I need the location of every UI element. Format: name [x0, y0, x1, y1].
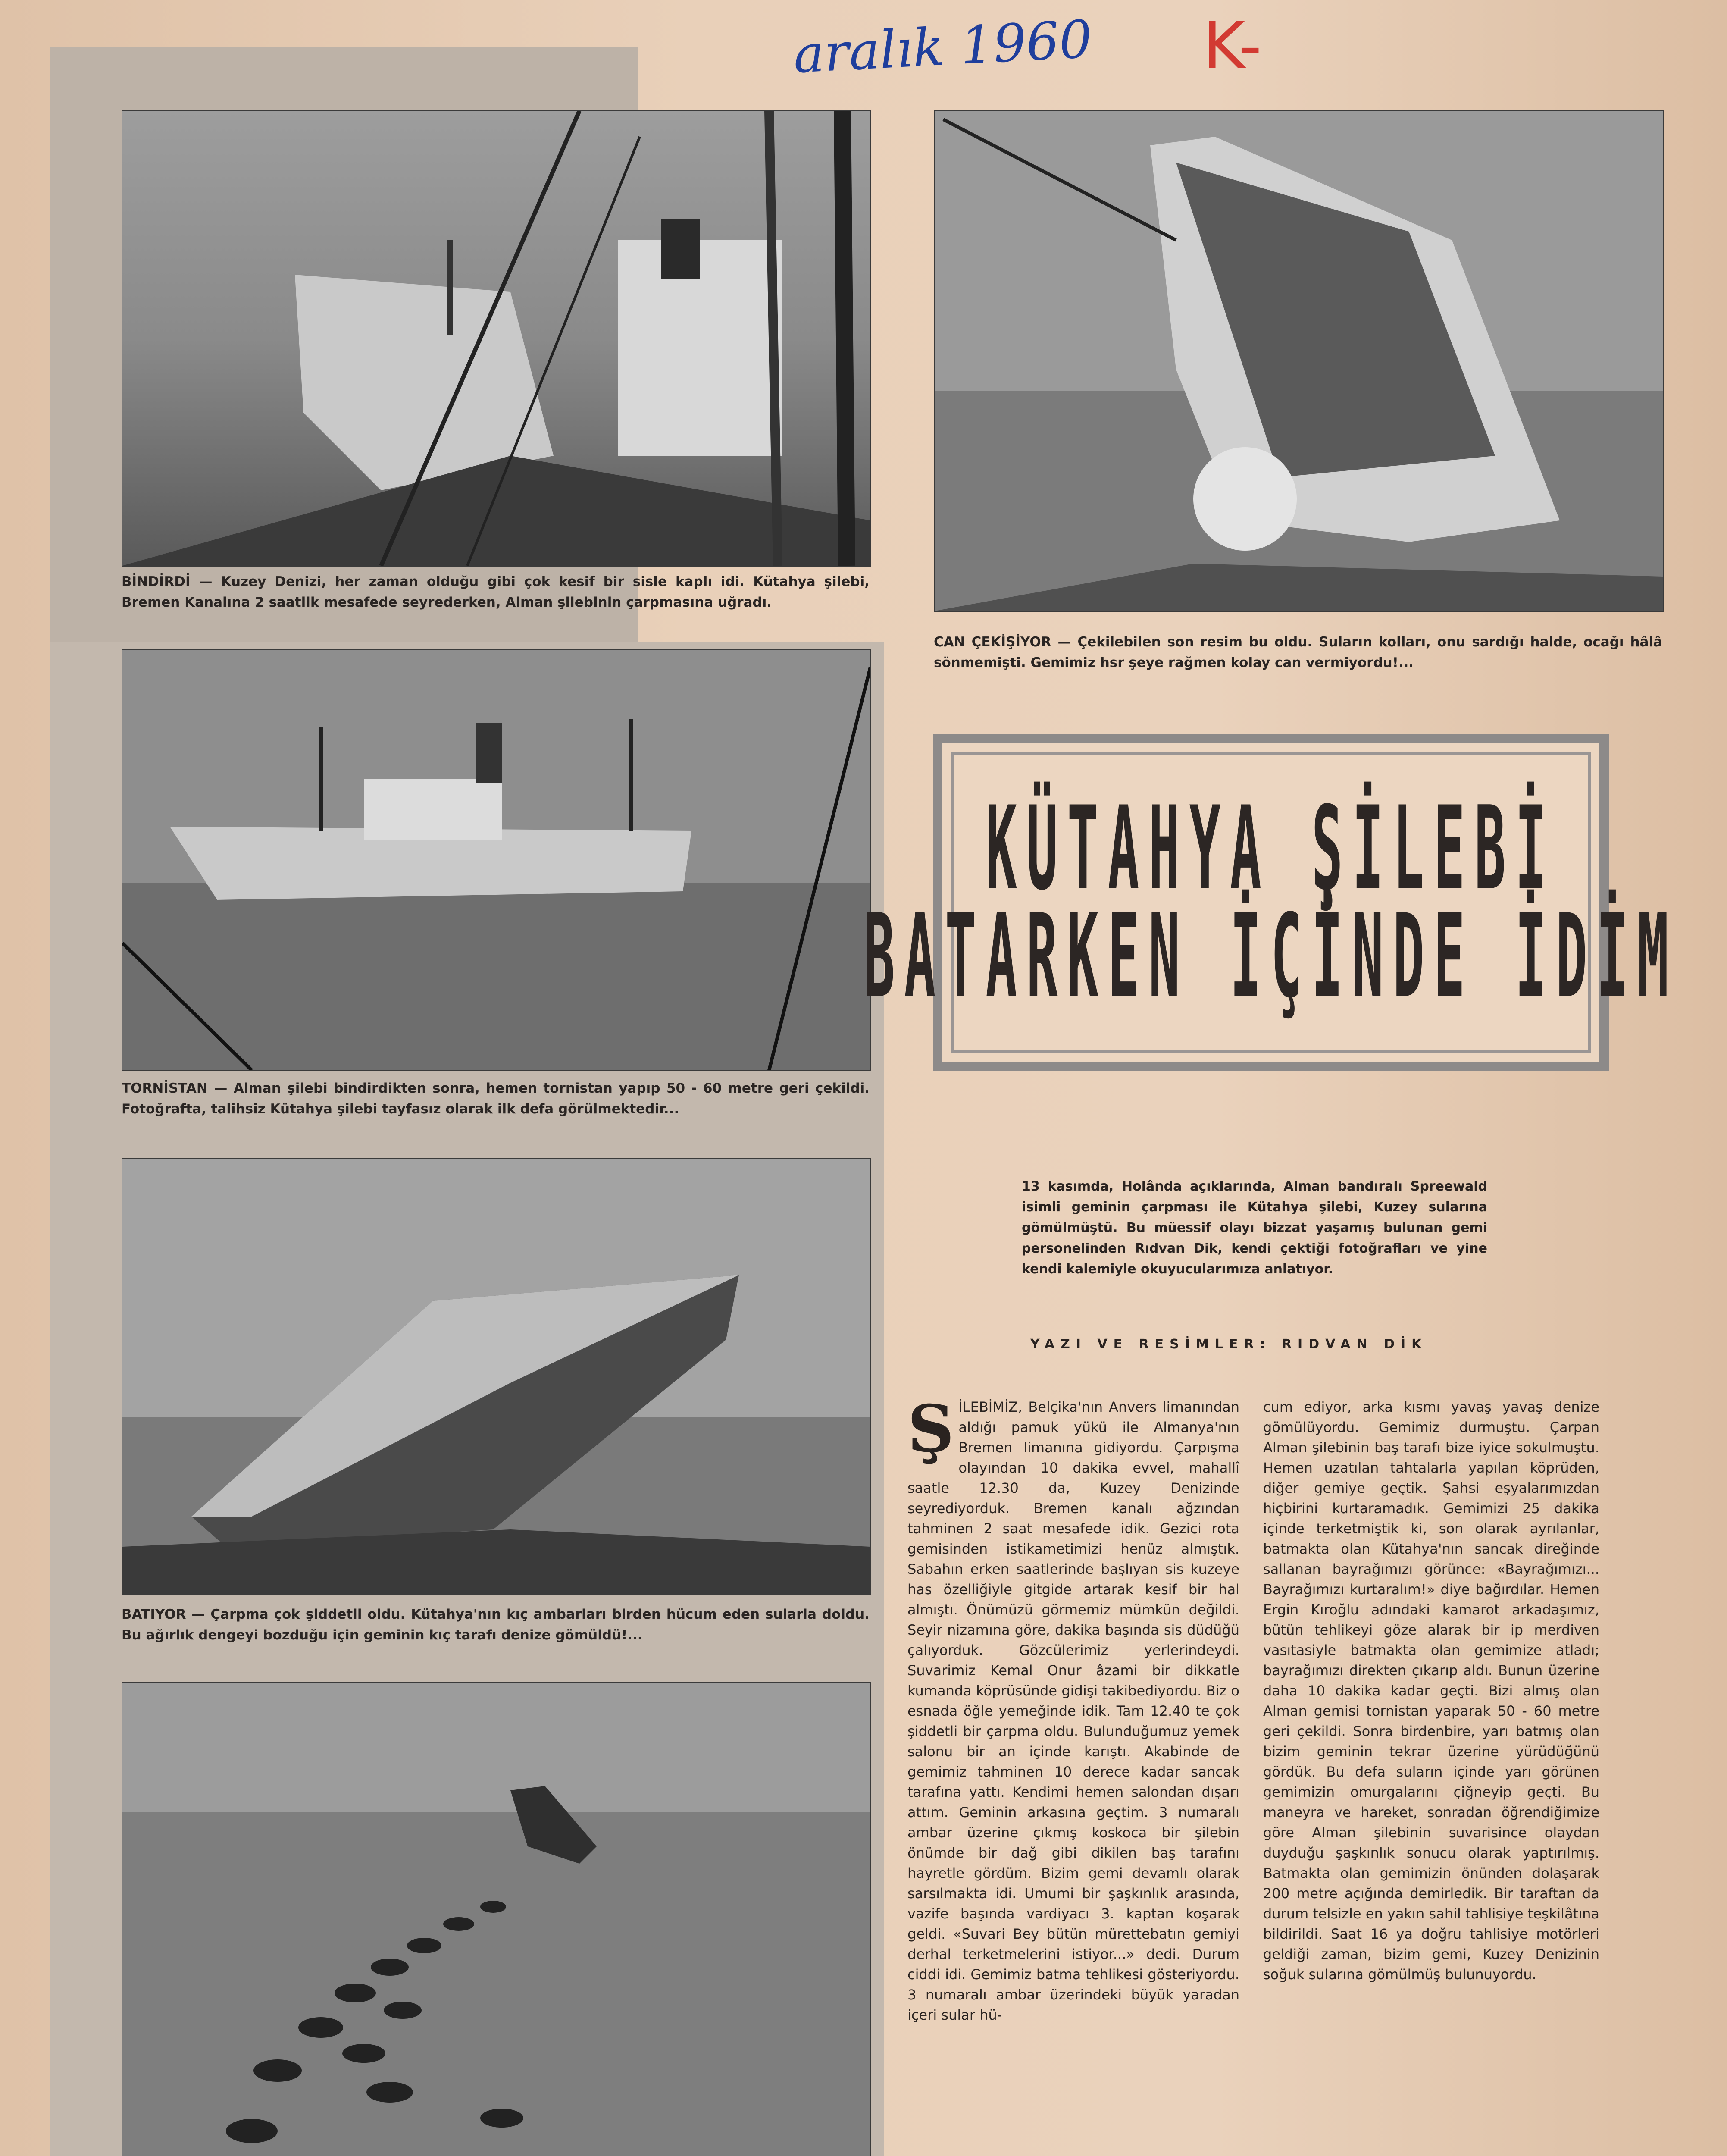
photo-veda [122, 1682, 871, 2156]
article-byline: YAZI VE RESİMLER: RIDVAN DİK [1030, 1337, 1428, 1352]
ship-reversing-image [122, 650, 870, 1070]
handwritten-date: aralık 1960 [792, 9, 1094, 85]
photo-batiyor [122, 1158, 871, 1595]
caption-can-cekisiyor [934, 632, 1662, 673]
cotton-bales-image [122, 1683, 870, 2156]
caption-tornistan [122, 1078, 870, 1119]
caption-bindirdi [122, 571, 870, 613]
caption-text: Alman şilebi bindirdikten sonra, hemen tornistan yapıp 50 - 60 metre geri çekildi. Fotoğrafta, talihsiz Kütahya şilebi tayfasız olarak ilk defa görülmektedir... [122, 1081, 870, 1117]
handwritten-mark: K- [1203, 9, 1262, 84]
caption-lead: CAN ÇEKİŞİYOR — [934, 634, 1071, 650]
photo-bindirdi [122, 110, 871, 567]
article-title-line-2: BATARKEN İÇİNDE İDİM [864, 889, 1678, 1024]
article-column-2 [1263, 1397, 1599, 1985]
sinking-ship-image [935, 111, 1663, 611]
article-column-1 [907, 1391, 1239, 2025]
ship-collision-image [122, 111, 870, 566]
photo-can-cekisiyor [934, 110, 1664, 612]
caption-lead: TORNİSTAN — [122, 1081, 228, 1096]
article-column-2-text: cum ediyor, arka kısmı yavaş yavaş denize gömülüyordu. Gemimiz durmuştu. Çarpan Alman şilebinin baş tarafı bize iyice sokulmuştu. Hemen uzatılan tahtalarla yapılan köprüden, diğer gemiye geçtik. Şahsi eşyalarımızdan hiçbirini kurtaramadık. Gemimizi 25 dakika içinde terketmiştik ki, son olarak ayrılanlar, batmakta olan Kütahya'nın sancak direğinde sallanan bayrağımızı görünce: «Bayrağımızı... Bayrağımızı kurtaralım!» diye bağırdılar. Hemen Ergin Kıroğlu adındaki kamarot arkadaşımız, bütün tehlikeyi göze alarak bir ip merdiven vasıtasiyle batmakta olan gemimize atladı; bayrağımızı direkten çıkarıp aldı. Bunun üzerine daha 10 dakika kadar geçti. Bizi almış olan Alman gemisi tornistan yaparak 50 - 60 metre geri çekildi. Sonra birdenbire, yarı batmış olan bizim geminin tekrar üzerine yürüdüğünü gördük. Bu defa suların içinde yarı görünen gemimizin omurgalarını çiğneyip geçti. Bu maneyra ve hareket, sonradan öğrendiğimize göre Alman şilebinin suvarisince olaydan duyduğu şaşkınlık sonucu olarak yaptırılmış. Batmakta olan gemimizin önünden dolaşarak 200 metre açığında demirledik. Bir taraftan da durum telsizle en yakın sahil tahlisiye teşkilâtına bildirildi. Saat 16 ya doğru tahlisiye motörleri geldiği zaman, bizim gemi, Kuzey Denizinin soğuk sularına gömülmüş bulunuyordu. [1263, 1399, 1599, 1983]
ship-bow-image [122, 1159, 870, 1594]
article-title-line-1: KÜTAHYA ŞİLEBİ [986, 781, 1556, 916]
caption-lead: BATIYOR — [122, 1607, 205, 1622]
caption-text: Kuzey Denizi, her zaman olduğu gibi çok kesif bir sisle kaplı idi. Kütahya şilebi, Bremen Kanalına 2 saatlik mesafede seyrederken, Alman şilebinin çarpmasına uğradı. [122, 574, 870, 610]
caption-text: Çarpma çok şiddetli oldu. Kütahya'nın kıç ambarları birden hücum eden sularla doldu. Bu ağırlık dengeyi bozduğu için geminin kıç tarafı denize gömüldü!... [122, 1607, 870, 1643]
caption-batiyor [122, 1604, 870, 1645]
article-column-1-text: İLEBİMİZ, Belçika'nın Anvers limanından aldığı pamuk yükü ile Almanya'nın Bremen limanına gidiyordu. Çarpışma olayından 10 dakika evvel, mahallî saatle 12.30 da, Kuzey Denizinde seyrediyorduk. Bremen kanalı ağzından tahminen 2 saat mesafede idik. Gezici rota gemisinden istikametimizi henüz almıştık. Sabahın erken saatlerinde başlıyan sis kuzeye has özelliğiyle gitgide artarak kesif bir hal almıştı. Önümüzü görmemiz mümkün değildi. Seyir nizamına göre, dakika başında sis düdüğü çalıyorduk. Gözcülerimiz yerlerindeydi. Suvarimiz Kemal Onur âzami bir dikkatle kumanda köprüsünde gidişi takibediyordu. Biz o esnada öğle yemeğinde idik. Tam 12.40 te çok şiddetli bir çarpma oldu. Bulunduğumuz yemek salonu bir an içinde karıştı. Akabinde de gemimiz tahminen 10 derece kadar sancak tarafına yattı. Kendimi hemen salondan dışarı attım. Geminin arkasına geçtim. 3 numaralı ambar üzerine çıkmış koskoca bir şilebin önümde bir dağ gibi dikilen baş tarafını hayretle gördüm. Bizim gemi devamlı olarak sarsılmakta idi. Umumi bir şaşkınlık arasında, vazife başında vardiyacı 3. kaptan koşarak geldi. «Suvari Bey bütün mürettebatın gemiyi derhal terketmelerini istiyor...» dedi. Durum ciddi idi. Gemimiz batma tehlikesi gösteriyordu. 3 numaralı ambar üzerindeki büyük yaradan içeri sular hü- [907, 1399, 1239, 2023]
photo-tornistan [122, 649, 871, 1071]
caption-text: Çekilebilen son resim bu oldu. Suların kolları, onu sardığı halde, ocağı hâlâ sönmemişti. Gemimiz hsr şeye rağmen kolay can vermiyordu!... [934, 634, 1662, 671]
article-title-frame [864, 752, 1678, 1053]
article-intro: 13 kasımda, Holânda açıklarında, Alman bandıralı Spreewald isimli geminin çarpması ile Kütahya şilebi, Kuzey sularına gömülmüştü. Bu müessif olayı bizzat yaşamış bulunan gemi personelinden Rıdvan Dik, kendi çektiği fotoğrafları ve yine kendi kalemiyle okuyucularımıza anlatıyor. [1022, 1179, 1487, 1277]
article-title-box [864, 734, 1678, 1071]
caption-lead: BİNDİRDİ — [122, 574, 213, 589]
drop-cap: Ş [907, 1391, 954, 1467]
